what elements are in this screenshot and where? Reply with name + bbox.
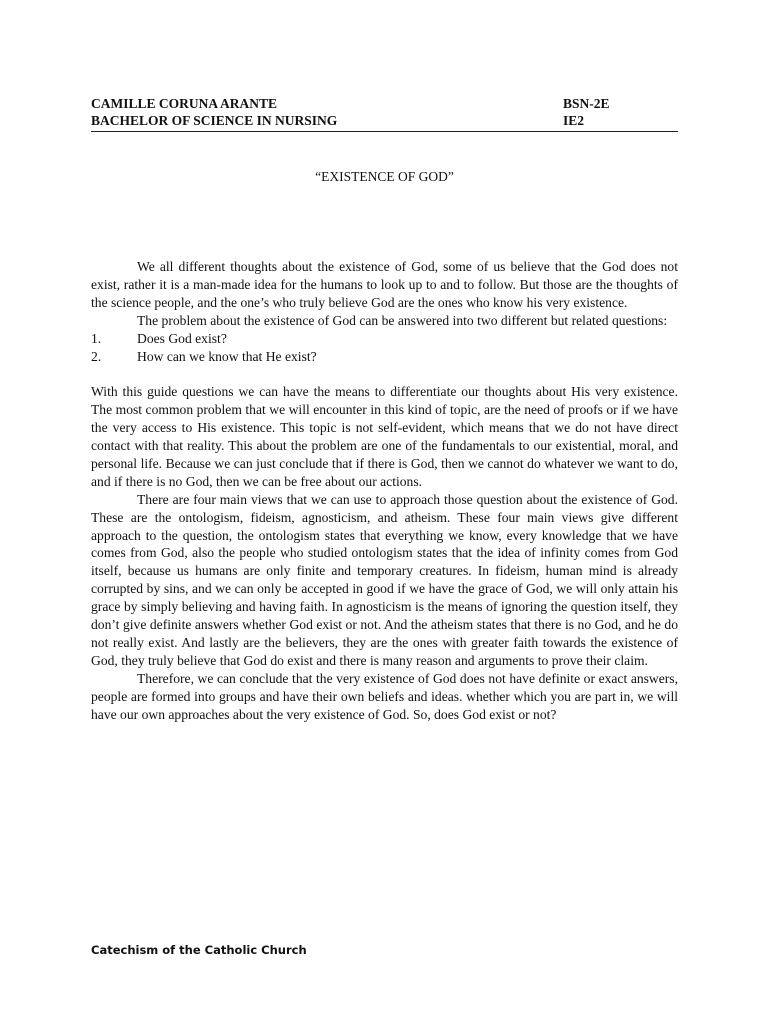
header-divider [91, 131, 678, 132]
question-list [91, 330, 678, 366]
document-header [91, 95, 678, 129]
list-item-text: Does God exist? [137, 330, 227, 346]
header-row-2 [91, 112, 678, 129]
list-item [91, 348, 678, 366]
list-item [91, 330, 678, 348]
paragraph-1: We all different thoughts about the existence of God, some of us believe that the God does not exist, rather it is a man-made idea for the humans to look up to and to follow. But those are the thoughts of the science people, and the one’s who truly believe God are the ones who know his very existence. [91, 259, 678, 310]
section-code: BSN-2E [563, 96, 610, 111]
list-item-text: How can we know that He exist? [137, 348, 317, 364]
document-title: “EXISTENCE OF GOD” [315, 169, 454, 184]
course-name: BACHELOR OF SCIENCE IN NURSING [91, 113, 338, 128]
paragraph-2: The problem about the existence of God can be answered into two different but related questions: [137, 312, 668, 328]
author-name: CAMILLE CORUNA ARANTE [91, 96, 278, 111]
paragraph-3: With this guide questions we can have the means to differentiate our thoughts about His very existence. The most common problem that we will encounter in this kind of topic, are the need of proofs or if we have the very access to His existence. This topic is not self-evident, which means that we do not have direct contact with that reality. This about the problem are one of the fundamentals to our existential, moral, and personal life. Because we can just conclude that if there is God, then we cannot do whatever we want to do, and if there is no God, then we can be free about our actions. [91, 384, 678, 489]
header-row-1 [91, 95, 678, 112]
list-item-number: 1. [91, 330, 102, 346]
list-item-number: 2. [91, 348, 102, 364]
paragraph-4: There are four main views that we can use to approach those question about the existence of God. These are the ontologism, fideism, agnosticism, and atheism. These four main views give different approach to the question, the ontologism states that everything we know, every knowledge that we have comes from God, also the people who studied ontologism states that the idea of infinity comes from God itself, because us humans are only finite and temporary creatures. In fideism, human mind is already corrupted by sins, and we can only be accepted in good if we have the grace of God, we will only attain his grace by simply believing and having faith. In agnosticism is the means of ignoring the question itself, they don’t give definite answers whether God exist or not. And the atheism states that there is no God, and he do not really exist. And lastly are the believers, they are the ones with greater faith towards the existence of God, they truly believe that God do exist and there is many reason and arguments to prove their claim. [91, 491, 678, 668]
paragraph-5: Therefore, we can conclude that the very existence of God does not have definite or exact answers, people are formed into groups and have their own beliefs and ideas. whether which you are part in, we will have our own approaches about the very existence of God. So, does God exist or not? [91, 670, 678, 722]
document-body [91, 258, 678, 724]
reference-footer: Catechism of the Catholic Church [91, 943, 307, 957]
class-code: IE2 [563, 113, 585, 128]
